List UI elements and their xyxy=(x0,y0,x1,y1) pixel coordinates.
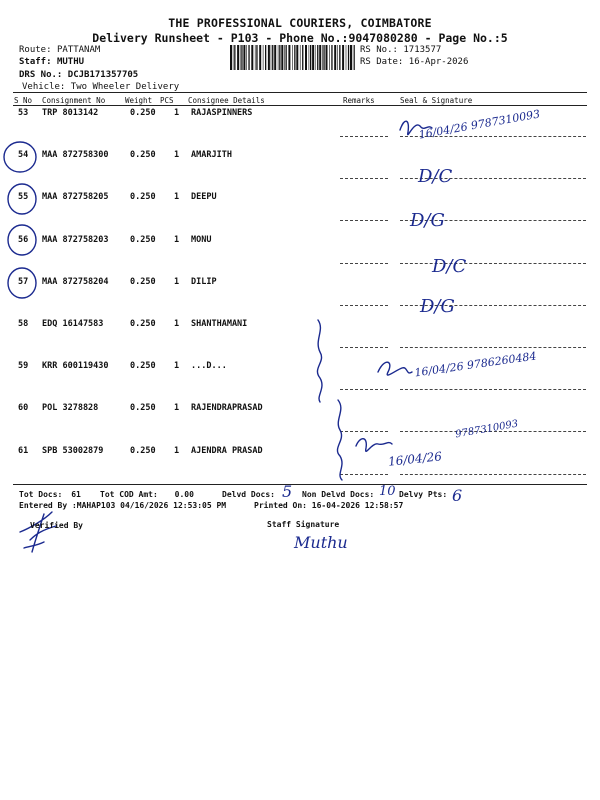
row-pcs: 1 xyxy=(174,276,180,287)
row-weight: 0.250 xyxy=(130,361,156,372)
col-header-seal-signature: Seal & Signature xyxy=(400,96,473,105)
handwritten-note-55: D/G xyxy=(410,210,445,231)
row-sno: 54 xyxy=(18,150,29,161)
handwritten-note-54: D/C xyxy=(418,166,453,187)
col-header-pcs: PCS xyxy=(160,96,174,105)
rs-date-label: RS Date: xyxy=(360,57,404,67)
staff-label: Staff: xyxy=(19,57,52,67)
runsheet-title: Delivery Runsheet - P103 - Phone No.:9047080280 - Page No.:5 xyxy=(92,31,508,45)
total-cod xyxy=(100,490,194,499)
row-sno: 55 xyxy=(18,192,29,203)
row-weight: 0.250 xyxy=(130,319,156,329)
row-pcs: 1 xyxy=(174,150,180,161)
col-header-weight: Weight xyxy=(125,96,153,105)
handwritten-note-61: 16/04/26 xyxy=(387,449,443,469)
footer-top-rule xyxy=(13,484,587,485)
row-consignee: ...D... xyxy=(191,361,227,372)
verified-by-label: Verified By xyxy=(30,521,83,530)
row-weight: 0.250 xyxy=(130,276,156,287)
row-consignee: DEEPU xyxy=(191,192,217,203)
row-weight: 0.250 xyxy=(130,108,156,118)
vehicle-value: Two Wheeler Delivery xyxy=(70,82,180,92)
row-sno: 61 xyxy=(18,445,29,456)
route-value: PATTANAM xyxy=(56,45,101,55)
circle-54-icon xyxy=(4,142,36,172)
rs-date-value: 16-Apr-2026 xyxy=(408,57,469,67)
delivery-points-label: Delvy Pts: xyxy=(399,490,448,499)
row-consignment-no: MAA 872758204 xyxy=(42,276,109,287)
row-pcs: 1 xyxy=(174,403,180,414)
company-title: THE PROFESSIONAL COURIERS, COIMBATORE xyxy=(168,16,432,30)
signature-59-icon xyxy=(378,362,412,375)
row-weight: 0.250 xyxy=(130,445,156,456)
row-consignment-no: EDQ 16147583 xyxy=(42,319,104,329)
row-consignee: AJENDRA PRASAD xyxy=(191,445,263,456)
drs-value: DCJB171357705 xyxy=(67,70,139,80)
delivered-docs-handwritten: 5 xyxy=(282,482,293,501)
row-pcs: 1 xyxy=(174,234,180,245)
row-consignment-no: MAA 872758203 xyxy=(42,234,109,245)
row-consignee: AMARJITH xyxy=(191,150,232,161)
rs-no-value: 1713577 xyxy=(403,45,442,55)
bracket-1-icon xyxy=(317,320,322,402)
drs-label: DRS No.: xyxy=(19,70,63,80)
staff-value: MUTHU xyxy=(56,57,85,67)
staff-signature-label: Staff Signature xyxy=(267,520,340,529)
row-consignment-no: MAA 872758205 xyxy=(42,192,109,203)
delivery-points-handwritten: 6 xyxy=(452,486,463,505)
row-pcs: 1 xyxy=(174,319,180,329)
circle-57-icon xyxy=(8,268,36,298)
handwritten-note-61-phone: 9787310093 xyxy=(454,418,520,441)
row-sno: 56 xyxy=(18,234,29,245)
row-weight: 0.250 xyxy=(130,403,156,414)
row-consignee: SHANTHAMANI xyxy=(191,319,248,329)
non-delivered-docs-handwritten: 10 xyxy=(379,484,396,499)
route-label: Route: xyxy=(19,45,52,55)
col-header-sno: S No xyxy=(14,96,33,105)
row-weight: 0.250 xyxy=(130,150,156,161)
row-consignment-no: POL 3278828 xyxy=(42,403,99,414)
non-delivered-docs-label: Non Delvd Docs: xyxy=(302,490,375,499)
row-consignment-no: SPB 53002879 xyxy=(42,445,104,456)
row-weight: 0.250 xyxy=(130,234,156,245)
printed-on: Printed On: 16-04-2026 12:58:57 xyxy=(254,501,404,510)
col-header-remarks: Remarks xyxy=(343,96,375,105)
col-header-consignment: Consignment No xyxy=(42,96,106,105)
circle-55-icon xyxy=(8,184,36,214)
rs-no-label: RS No.: xyxy=(360,45,398,55)
row-consignment-no: MAA 872758300 xyxy=(42,150,109,161)
row-sno: 57 xyxy=(18,276,29,287)
handwritten-note-56: D/C xyxy=(432,256,467,277)
entered-by: Entered By :MAHAP103 04/16/2026 12:53:05 PM xyxy=(19,501,227,510)
vehicle-label: Vehicle: xyxy=(22,82,66,92)
handwritten-note-59: 16/04/26 9786260484 xyxy=(413,349,538,380)
signature-61-icon xyxy=(356,439,392,452)
row-sno: 59 xyxy=(18,361,29,372)
tot-cod-label: Tot COD Amt: xyxy=(100,490,158,499)
row-pcs: 1 xyxy=(174,192,180,203)
col-header-consignee: Consignee Details xyxy=(188,96,265,105)
bracket-2-icon xyxy=(337,400,342,480)
circle-56-icon xyxy=(8,225,36,255)
row-sno: 60 xyxy=(18,403,29,414)
row-pcs: 1 xyxy=(174,361,180,372)
row-sno: 53 xyxy=(18,108,29,118)
row-consignee: RAJENDRAPRASAD xyxy=(191,403,263,414)
total-docs xyxy=(19,490,81,499)
row-sno: 58 xyxy=(18,319,29,329)
row-consignment-no: KRR 600119430 xyxy=(42,361,109,372)
tot-cod-value: 0.00 xyxy=(174,490,194,499)
row-weight: 0.250 xyxy=(130,192,156,203)
handwritten-note-53: 16/04/26 9787310093 xyxy=(417,107,542,142)
delivered-docs-label: Delvd Docs: xyxy=(222,490,275,499)
row-consignee: MONU xyxy=(191,234,212,245)
verifier-signature-icon xyxy=(20,512,56,552)
handwritten-note-57: D/G xyxy=(420,296,455,317)
row-pcs: 1 xyxy=(174,108,180,118)
row-consignee: DILIP xyxy=(191,276,217,287)
tot-docs-label: Tot Docs: xyxy=(19,490,63,499)
tot-docs-value: 61 xyxy=(71,490,81,499)
staff-signature-handwritten: Muthu xyxy=(294,533,348,552)
row-pcs: 1 xyxy=(174,445,180,456)
row-consignee: RAJASPINNERS xyxy=(191,108,253,118)
row-consignment-no: TRP 8013142 xyxy=(42,108,99,118)
